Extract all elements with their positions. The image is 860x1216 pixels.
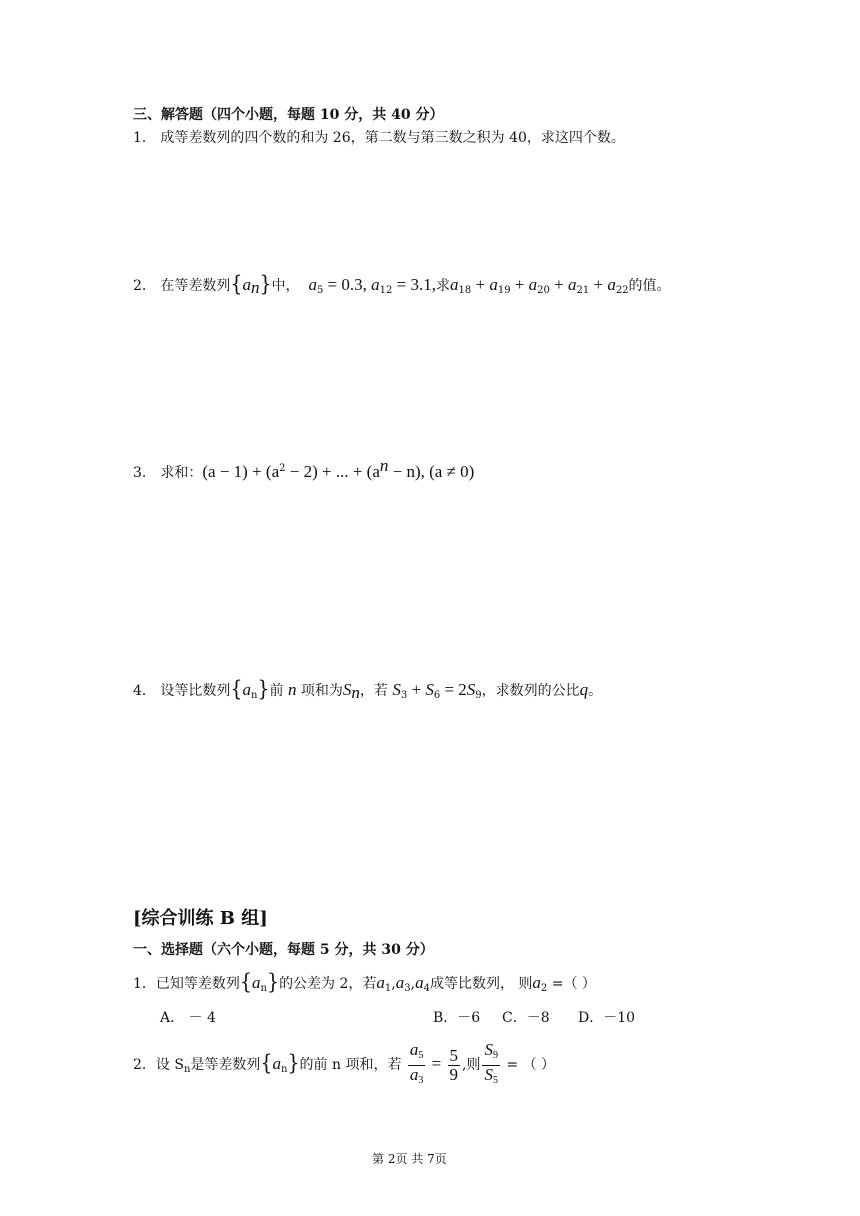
- option-c[interactable]: C．－8: [502, 1010, 550, 1026]
- option-b[interactable]: B．－6: [433, 1010, 481, 1026]
- question-2: 2． 在等差数列$\{a_n\}$中， $a_5 = 0.3$, $a_{12} = 3.1$,求$a_{18} + a_{19} + a_{20} + a_{21} + a_{22}$的值。: [133, 271, 671, 297]
- group-title: [综合训练 B 组]: [133, 908, 268, 929]
- question-4: 4． 设等比数列$\{a_n\}$前 n 项和为$S_n$，若 $S_3 + S_6 = 2S_9$，求数列的公比q。: [133, 676, 603, 702]
- fraction: $\frac{5}{9}$: [449, 1045, 459, 1084]
- page-footer: 第 2页 共 7页: [372, 1152, 447, 1166]
- option-a[interactable]: A． － 4: [160, 1010, 216, 1026]
- fraction: $\frac{S_9}{S_5}$: [484, 1039, 498, 1086]
- section-heading: 一、选择题（六个小题，每题 5 分，共 30 分）: [133, 942, 434, 958]
- choice-question-1: 1．已知等差数列$\{a_n\}$的公差为 2，若$a_1,a_3,a_4$成等比数列， 则$a_2$ =（ ）: [133, 969, 596, 995]
- option-d[interactable]: D．－10: [578, 1010, 636, 1026]
- question-3: 3． 求和：$(a - 1) + (a^2 - 2)$ + ... + $(a^n - n)$, (a ≠ 0): [133, 456, 475, 481]
- math-var: a: [242, 275, 251, 294]
- choice-question-2: 2．设 $S_n$是等差数列$\{a_n\}$的前 n 项和，若 $\frac{a_5}{a_3}$ = $\frac{5}{9}$ ,则 $\frac{S_9}{S_5}$ = （ ）: [133, 1040, 555, 1093]
- question-1: 1． 成等差数列的四个数的和为 26，第二数与第三数之积为 40，求这四个数。: [133, 130, 625, 146]
- section-heading: 三、解答题（四个小题，每题 10 分，共 40 分）: [133, 107, 444, 123]
- question-prefix: 2． 在等差数列: [133, 278, 231, 294]
- fraction: $\frac{a_5}{a_3}$: [409, 1039, 424, 1086]
